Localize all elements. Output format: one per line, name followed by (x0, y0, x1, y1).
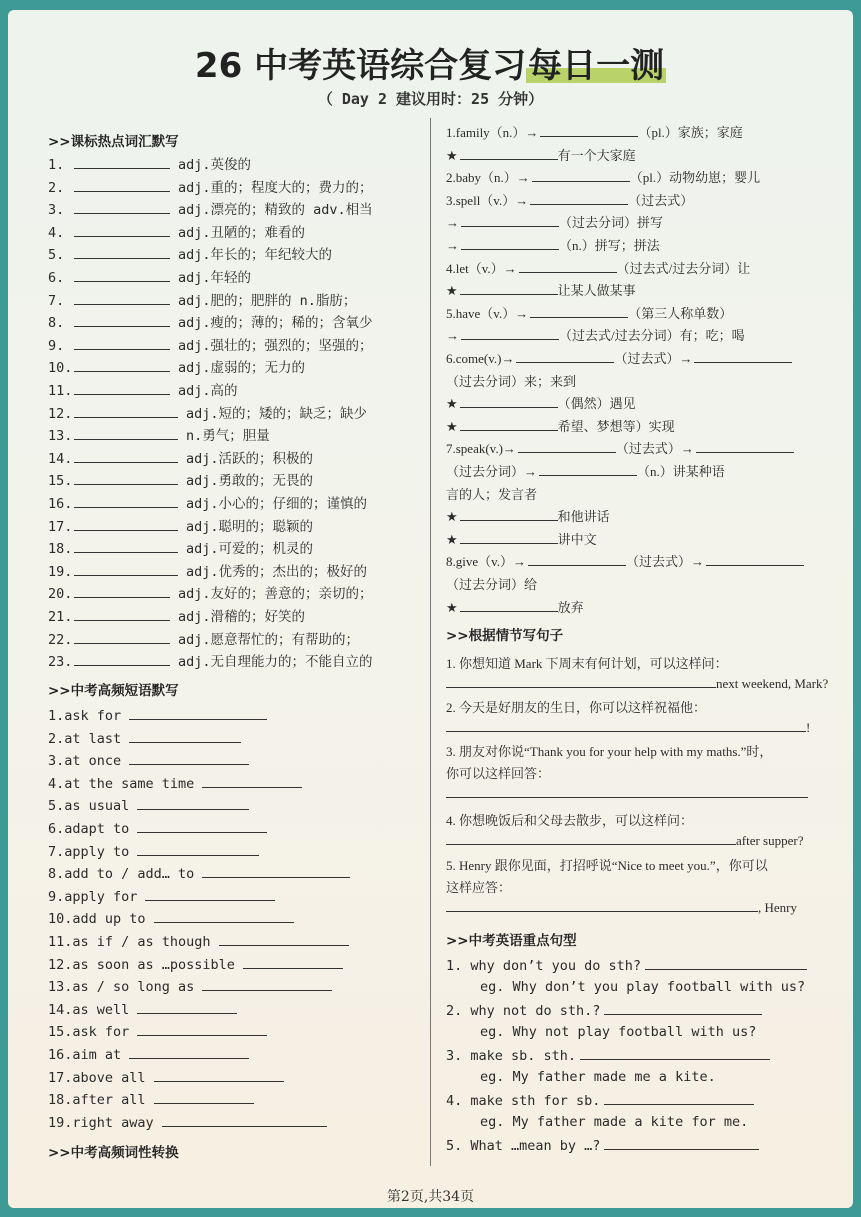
wordform-answer-blank[interactable] (540, 124, 638, 137)
phrase-item (48, 933, 349, 950)
wordform-answer-blank[interactable] (461, 214, 559, 227)
wordform-prompt: 3.spell（v.）→ (446, 192, 529, 208)
wordform-prompt: 7.speak(v.)→ (446, 441, 516, 457)
phrase-answer-blank[interactable] (162, 1114, 327, 1127)
wordform-hint: 和他讲话 (557, 509, 610, 525)
wordform-answer-blank[interactable] (532, 169, 630, 182)
situation-answer-blank[interactable] (446, 785, 808, 798)
vocab-number: 11. (48, 383, 73, 399)
pattern-text: 4. make sth for sb. (446, 1093, 601, 1109)
wordform-hint: （过去式）→ (626, 554, 705, 570)
phrase-answer-blank[interactable] (129, 707, 267, 720)
wordform-item (446, 235, 660, 254)
wordform-item (446, 506, 610, 525)
wordform-answer-blank[interactable] (460, 395, 558, 408)
vocab-number: 17. (48, 518, 73, 535)
phrase-answer-blank[interactable] (137, 797, 249, 810)
vocab-number: 9. (48, 337, 65, 354)
vocab-item (48, 402, 367, 422)
wordform-prompt: → (446, 215, 459, 231)
vocab-definition: adj.愿意帮忙的；有帮助的； (178, 631, 360, 648)
pattern-answer-blank[interactable] (604, 1092, 754, 1105)
wordform-answer-blank[interactable] (530, 305, 628, 318)
section-title-phrases: >>中考高频短语默写 (48, 683, 179, 699)
wordform-prompt: 5.have（v.）→ (446, 305, 529, 321)
section-title-vocab: >>课标热点词汇默写 (48, 134, 179, 150)
vocab-item (48, 289, 356, 309)
situation-answer-blank[interactable] (446, 719, 806, 732)
wordform-prompt: ★ (446, 509, 458, 525)
vocab-definition: adj.勇敢的；无畏的 (186, 473, 314, 490)
vocab-definition: adj.高的 (178, 383, 238, 399)
wordform-item (446, 529, 597, 548)
pattern-answer-blank[interactable] (604, 1002, 762, 1015)
vocab-item (48, 176, 373, 196)
phrase-item (48, 956, 343, 973)
vocab-number: 16. (48, 496, 73, 512)
situation-question: 1. 你想知道 Mark 下周末有何计划，可以这样问： (446, 656, 728, 671)
wordform-hint: （过去式）→ (614, 351, 693, 366)
phrase-text: 17.above all (48, 1069, 146, 1086)
vocab-answer-blank[interactable] (74, 382, 170, 395)
vocab-definition: adj.无自理能力的；不能自立的 (178, 654, 373, 671)
wordform-hint: 言的人；发言者 (446, 486, 538, 502)
vocab-definition: adj.可爱的；机灵的 (186, 541, 314, 558)
vocab-answer-blank[interactable] (74, 608, 170, 621)
vocab-item (48, 424, 270, 444)
wordform-prompt: 4.let（v.）→ (446, 260, 517, 276)
wordform-answer-blank[interactable] (461, 327, 559, 340)
vocab-item (48, 198, 373, 218)
phrase-item (48, 1114, 327, 1131)
phrase-text: 5.as usual (48, 798, 130, 815)
phrase-answer-blank[interactable] (137, 1023, 267, 1036)
vocab-item (48, 515, 313, 535)
vocab-definition: adj.丑陋的；难看的 (178, 224, 306, 241)
wordform-answer-blank[interactable] (530, 192, 628, 205)
wordform-hint: （过去分词）来；来到 (446, 373, 577, 389)
section-title-situations: >>根据情节写句子 (446, 628, 564, 644)
phrase-answer-blank[interactable] (202, 775, 302, 788)
vocab-answer-blank[interactable] (74, 179, 170, 192)
vocab-item (48, 356, 305, 376)
wordform-prompt: → (446, 238, 459, 253)
wordform-item (446, 597, 584, 616)
vocab-number: 1. (48, 157, 65, 173)
wordform-item (446, 167, 760, 186)
phrase-answer-blank[interactable] (137, 1001, 237, 1014)
phrase-text: 3.at once (48, 753, 122, 770)
phrase-item (48, 1091, 254, 1108)
phrase-answer-blank[interactable] (137, 843, 259, 856)
phrase-text: 14.as well (48, 1001, 130, 1018)
wordform-item (446, 551, 804, 570)
pattern-item (446, 957, 807, 974)
phrase-item (48, 1069, 284, 1086)
section-title-patterns: >>中考英语重点句型 (446, 933, 577, 949)
phrase-text: 18.after all (48, 1092, 146, 1109)
phrase-item (48, 1046, 249, 1063)
pattern-example: eg. My father made me a kite. (480, 1069, 716, 1085)
situation-answer-blank[interactable] (446, 832, 736, 845)
vocab-answer-blank[interactable] (74, 472, 178, 485)
vocab-number: 5. (48, 247, 65, 264)
vocab-item (48, 469, 313, 489)
vocab-number: 21. (48, 609, 73, 625)
vocab-item (48, 334, 373, 354)
situation-answer-line (446, 899, 797, 916)
wordform-answer-blank[interactable] (460, 531, 558, 544)
phrase-answer-blank[interactable] (154, 1069, 284, 1082)
wordform-hint: （偶然）遇见 (557, 396, 636, 412)
vocab-number: 4. (48, 224, 65, 241)
pattern-example: eg. Why don’t you play football with us? (480, 979, 806, 995)
wordform-hint: （过去式）→ (615, 441, 694, 457)
vocab-answer-blank[interactable] (74, 269, 170, 282)
vocab-number: 10. (48, 360, 73, 377)
vocab-definition: adj.肥的；肥胖的 n.脂肪； (178, 292, 357, 309)
vocab-definition: adj.滑稽的；好笑的 (178, 609, 306, 625)
vocab-answer-blank[interactable] (74, 518, 178, 531)
situation-answer-blank[interactable] (446, 899, 758, 912)
wordform-hint: 希望、梦想等）实现 (557, 418, 675, 434)
wordform-hint: （n.）讲某种语 (637, 464, 725, 479)
vocab-number: 13. (48, 428, 73, 445)
pattern-example: eg. My father made a kite for me. (480, 1114, 749, 1130)
pattern-text: 2. why not do sth.? (446, 1003, 601, 1019)
vocab-answer-blank[interactable] (74, 540, 178, 553)
vocab-item (48, 221, 305, 241)
vocab-definition: adj.漂亮的；精致的 adv.相当 (178, 202, 373, 219)
wordform-hint: （第三人称单数） (628, 305, 733, 321)
phrase-item (48, 1001, 237, 1018)
phrase-item (48, 910, 294, 927)
wordform-answer-blank[interactable] (461, 237, 559, 250)
phrase-text: 4.at the same time (48, 775, 195, 792)
vocab-answer-blank[interactable] (74, 427, 178, 440)
vocab-answer-blank[interactable] (74, 359, 170, 372)
wordform-hint: （n.）拼写；拼法 (559, 238, 660, 253)
wordform-item (446, 325, 745, 344)
wordform-answer-blank[interactable] (460, 508, 558, 521)
wordform-item (446, 212, 663, 231)
vocab-item (48, 582, 373, 602)
vocab-answer-blank[interactable] (74, 631, 170, 644)
phrase-text: 9.apply for (48, 888, 138, 905)
vocab-definition: adj.瘦的；薄的；稀的；含氧少 (178, 315, 373, 332)
vocab-item (48, 379, 238, 399)
vocab-item (48, 311, 373, 331)
phrase-item (48, 707, 267, 724)
wordform-prompt: 1.family（n.）→ (446, 125, 539, 140)
wordform-hint: 放弃 (557, 599, 584, 615)
vocab-number: 20. (48, 586, 73, 603)
wordform-hint: （过去式） (628, 192, 694, 208)
vocab-answer-blank[interactable] (74, 292, 170, 305)
vocab-answer-blank[interactable] (74, 337, 170, 350)
wordform-prompt: ★ (446, 283, 458, 299)
wordform-answer-blank[interactable] (696, 440, 794, 453)
vocab-number: 12. (48, 405, 73, 422)
wordform-answer-blank[interactable] (528, 553, 626, 566)
vocab-answer-blank[interactable] (74, 563, 178, 576)
wordform-hint: （过去式/过去分词）让 (616, 260, 751, 276)
pattern-answer-blank[interactable] (645, 957, 807, 970)
vocab-item (48, 153, 251, 173)
vocab-definition: adj.小心的；仔细的；谨慎的 (186, 496, 368, 512)
phrase-item (48, 978, 332, 995)
vocab-number: 3. (48, 202, 65, 219)
wordform-hint: 有一个大家庭 (557, 147, 636, 163)
wordform-prompt: ★ (446, 418, 458, 434)
situation-answer-blank[interactable] (446, 675, 716, 688)
vocab-item (48, 605, 305, 625)
phrase-text: 1.ask for (48, 708, 122, 724)
wordform-item (446, 280, 636, 299)
wordform-item (446, 303, 732, 322)
pattern-text: 5. What …mean by …? (446, 1138, 601, 1154)
wordform-prompt: ★ (446, 147, 458, 163)
phrase-item (48, 1023, 267, 1040)
pattern-item (446, 1137, 759, 1154)
phrase-answer-blank[interactable] (219, 933, 349, 946)
wordform-hint: （过去分词）拼写 (559, 215, 664, 231)
wordform-prompt: ★ (446, 599, 458, 615)
wordform-prompt: ★ (446, 396, 458, 412)
wordform-item (446, 371, 576, 390)
phrase-text: 12.as soon as …possible (48, 956, 235, 973)
vocab-number: 2. (48, 179, 65, 196)
wordform-item (446, 574, 537, 593)
phrase-text: 13.as / so long as (48, 979, 195, 996)
vocab-definition: adj.活跃的；积极的 (186, 450, 314, 467)
phrase-text: 2.at last (48, 730, 122, 747)
vocab-definition: adj.强壮的；强烈的；坚强的； (178, 337, 373, 354)
phrase-text: 8.add to / add… to (48, 866, 195, 883)
phrase-answer-blank[interactable] (129, 752, 249, 765)
vocab-number: 8. (48, 315, 65, 332)
situation-answer-line (446, 785, 808, 802)
phrase-answer-blank[interactable] (202, 865, 350, 878)
vocab-item (48, 447, 313, 467)
wordform-prompt: ★ (446, 531, 458, 547)
situation-question: 2. 今天是好朋友的生日，你可以这样祝福他： (446, 700, 707, 715)
vocab-definition: adj.英俊的 (178, 157, 252, 173)
wordform-item (446, 348, 792, 367)
phrase-answer-blank[interactable] (137, 820, 267, 833)
wordform-item (446, 461, 725, 480)
title-highlight: 每日一测 (528, 46, 665, 86)
pattern-item (446, 1092, 754, 1109)
wordform-item (446, 258, 750, 277)
wordform-answer-blank[interactable] (460, 599, 558, 612)
vocab-answer-blank[interactable] (74, 314, 170, 327)
vocab-definition: adj.重的；程度大的；费力的； (178, 179, 373, 196)
vocab-definition: adj.友好的；善意的；亲切的； (178, 586, 373, 603)
phrase-answer-blank[interactable] (145, 888, 275, 901)
section-title-wordform: >>中考高频词性转换 (48, 1145, 179, 1161)
pattern-answer-blank[interactable] (604, 1137, 759, 1150)
phrase-item (48, 797, 249, 814)
page-subtitle: （ Day 2 建议用时：25 分钟） (317, 90, 544, 108)
phrase-item (48, 730, 241, 747)
wordform-answer-blank[interactable] (460, 282, 558, 295)
situation-question: 5. Henry 跟你见面，打招呼说“Nice to meet you.”，你可以 (446, 858, 768, 873)
wordform-hint: 让某人做某事 (557, 283, 636, 299)
vocab-item (48, 492, 367, 512)
situation-answer-line (446, 832, 804, 849)
pattern-text: 3. make sb. sth. (446, 1048, 577, 1064)
situation-answer-line (446, 675, 828, 692)
wordform-answer-blank[interactable] (519, 260, 617, 273)
vocab-number: 23. (48, 654, 73, 671)
pattern-item (446, 1047, 770, 1064)
wordform-item (446, 190, 693, 209)
vocab-definition: adj.虚弱的；无力的 (178, 360, 306, 377)
vocab-item (48, 560, 367, 580)
vocab-definition: n.勇气；胆量 (186, 428, 270, 445)
phrase-answer-blank[interactable] (243, 956, 343, 969)
pattern-text: 1. why don’t you do sth? (446, 958, 642, 974)
vocab-number: 19. (48, 563, 73, 580)
phrase-answer-blank[interactable] (129, 730, 241, 743)
wordform-item (446, 122, 743, 141)
wordform-prompt: 6.come(v.)→ (446, 351, 515, 366)
vocab-answer-blank[interactable] (74, 495, 178, 508)
vocab-answer-blank[interactable] (74, 585, 170, 598)
situation-answer-line (446, 719, 810, 736)
vocab-item (48, 628, 359, 648)
vocab-item (48, 537, 313, 557)
phrase-text: 16.aim at (48, 1047, 122, 1063)
vocab-number: 18. (48, 541, 73, 558)
situation-question: 4. 你想晚饭后和父母去散步，可以这样问： (446, 813, 694, 828)
wordform-item (446, 393, 636, 412)
situation-tail: ! (806, 720, 811, 735)
vocab-answer-blank[interactable] (74, 224, 170, 237)
vocab-definition: adj.年轻的 (178, 270, 252, 286)
wordform-prompt: （过去分词）→ (446, 464, 538, 479)
column-divider (430, 118, 431, 1166)
wordform-answer-blank[interactable] (516, 350, 614, 363)
vocab-item (48, 243, 332, 263)
phrase-text: 10.add up to (48, 911, 146, 928)
situation-question-cont: 这样应答： (446, 880, 512, 895)
situation-question: 3. 朋友对你说“Thank you for your help with my maths.”时， (446, 744, 773, 759)
situation-tail: after supper? (736, 833, 804, 848)
phrase-text: 15.ask for (48, 1024, 130, 1041)
wordform-item (446, 145, 636, 164)
wordform-prompt: → (446, 328, 459, 344)
phrase-item (48, 775, 302, 792)
phrase-text: 7.apply to (48, 843, 130, 860)
page-title (0, 38, 861, 87)
situation-tail: next weekend, Mark? (716, 676, 829, 691)
pattern-example: eg. Why not play football with us? (480, 1024, 757, 1040)
wordform-hint: （pl.）家族；家庭 (638, 125, 743, 140)
vocab-definition: adj.年长的；年纪较大的 (178, 247, 333, 264)
vocab-definition: adj.聪明的；聪颖的 (186, 518, 314, 535)
vocab-answer-blank[interactable] (74, 156, 170, 169)
wordform-item (446, 484, 537, 503)
situation-question-cont: 你可以这样回答： (446, 766, 551, 781)
phrase-item (48, 888, 275, 905)
vocab-answer-blank[interactable] (74, 653, 170, 666)
phrase-item (48, 820, 267, 837)
wordform-answer-blank[interactable] (694, 350, 792, 363)
page-number: 第2页,共34页 (386, 1189, 475, 1205)
vocab-answer-blank[interactable] (74, 450, 178, 463)
phrase-text: 11.as if / as though (48, 934, 211, 950)
wordform-item (446, 438, 794, 457)
wordform-prompt: 8.give（v.）→ (446, 554, 527, 570)
vocab-number: 15. (48, 473, 73, 490)
pattern-item (446, 1002, 762, 1019)
title-plain: 26 中考英语综合复习 (194, 46, 527, 86)
vocab-answer-blank[interactable] (74, 246, 170, 259)
situation-tail: , Henry (758, 900, 797, 915)
phrase-text: 19.right away (48, 1114, 154, 1131)
phrase-answer-blank[interactable] (154, 1091, 254, 1104)
phrase-answer-blank[interactable] (129, 1046, 249, 1059)
wordform-hint: （pl.）动物幼崽；婴儿 (629, 170, 761, 186)
phrase-answer-blank[interactable] (154, 910, 294, 923)
phrase-text: 6.adapt to (48, 821, 130, 837)
wordform-answer-blank[interactable] (460, 147, 558, 160)
phrase-answer-blank[interactable] (202, 978, 332, 991)
vocab-answer-blank[interactable] (74, 405, 178, 418)
wordform-hint: （过去分词）给 (446, 577, 538, 592)
wordform-prompt: 2.baby（n.）→ (446, 170, 530, 186)
vocab-number: 6. (48, 270, 65, 286)
wordform-answer-blank[interactable] (518, 440, 616, 453)
vocab-definition: adj.短的；矮的；缺乏；缺少 (186, 405, 368, 422)
wordform-answer-blank[interactable] (539, 463, 637, 476)
vocab-number: 14. (48, 450, 73, 467)
phrase-item (48, 865, 350, 882)
vocab-definition: adj.优秀的；杰出的；极好的 (186, 563, 368, 580)
vocab-number: 7. (48, 292, 65, 309)
vocab-item (48, 266, 251, 286)
wordform-answer-blank[interactable] (460, 418, 558, 431)
vocab-answer-blank[interactable] (74, 201, 170, 214)
phrase-item (48, 843, 259, 860)
pattern-answer-blank[interactable] (580, 1047, 770, 1060)
wordform-answer-blank[interactable] (706, 553, 804, 566)
wordform-hint: （过去式/过去分词）有；吃；喝 (559, 328, 745, 344)
wordform-item (446, 416, 675, 435)
vocab-item (48, 650, 373, 670)
vocab-number: 22. (48, 631, 73, 648)
phrase-item (48, 752, 249, 769)
wordform-hint: 讲中文 (557, 531, 597, 547)
